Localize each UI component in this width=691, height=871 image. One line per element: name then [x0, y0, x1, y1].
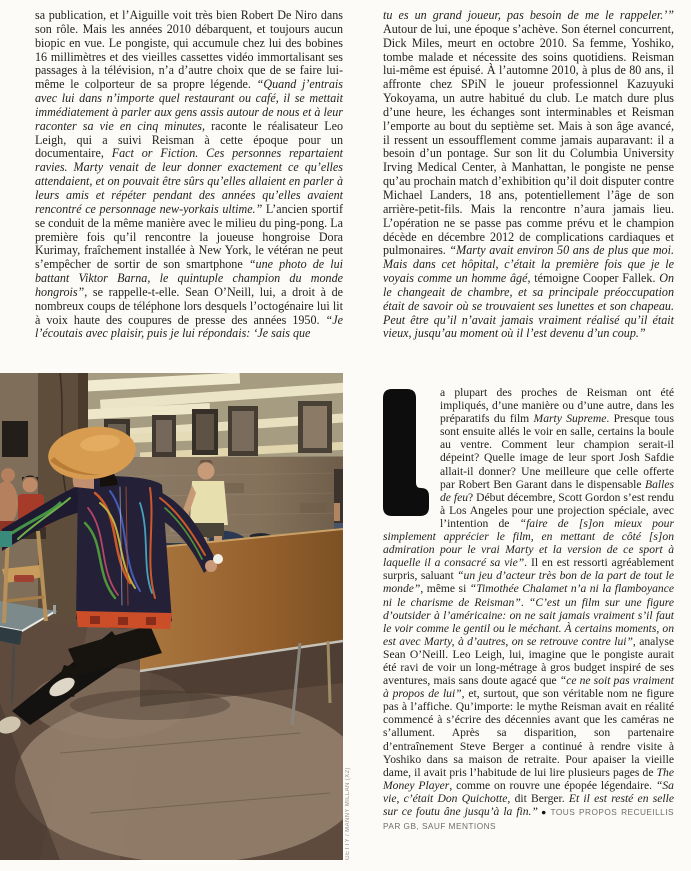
paragraph: sa publication, et l’Aiguille voit très bien Robert De Niro dans son rôle. Mais les années 2010 débarquent, et toujours aucun biopic en vue. Le pongiste, qui accumule chez lui des bobines 16 millimètres et des vieilles cassettes vidéo immortalisant ses passages à la télévision, n’a d’autre choix que de se faire lui-même le colporteur de sa propre légende. “Quand j’entrais avec lui dans n’importe quel restaurant ou café, il se mettait immédiatement à parler aux gens assis autour de nous et à leur raconter sa vie en cinq minutes, raconte le réalisateur Leo Leigh, qui a suivi Reisman à cette époque pour un documentaire, Fact or Fiction. Ces personnes repartaient ravies. Marty venait de leur donner exactement ce qu’elles attendaient, et on pouvait être sûrs qu’elles allaient en parler à leurs amis et répéter pendant des années qu’elles avaient rencontré ce personnage new-yorkais ultime.” L’ancien sportif se conduit de la même manière avec le milieu du ping-pong. La première fois qu’il rencontre la joueuse hongroise Dora Kurimay, fraîchement installée à New York, le vétéran ne peut s’empêcher de sortir de son smartphone “une photo de lui battant Viktor Barna, le quintuple champion du monde hongrois”, se rappelle-t-elle. Sean O’Neill, lui, a droit à de nombreux coups de téléphone lors desquels l’octogénaire lui lit à voix haute des coupures de presse des années 1950. “Je l’écoutais avec plaisir, puis je lui répondais: ‘Je sais que [35, 8, 343, 341]
photo-illustration [0, 373, 343, 860]
cuff [0, 531, 12, 547]
article-column-left [35, 9, 343, 341]
paragraph: tu es un grand joueur, pas besoin de me le rappeler.’” Autour de lui, une époque s’achève. Son éternel concurrent, Dick Miles, meurt en octobre 2010. Sa femme, Yoshiko, tombe malade et nécessite des soins quotidiens. Reisman lui-même est épuisé. À l’automne 2010, à plus de 80 ans, il affronte chez SPiN le joueur professionnel Kazuyuki Yokoyama, un autre habitué du club. Le match dure plus d’une heure, les échanges sont interminables et Reisman l’emporte au bout du septième set. Mais à son âge avancé, il ressent un essoufflement comme jamais auparavant: il a besoin d’un pontage. Sur son lit du Columbia University Irving Medical Center, à Manhattan, le pongiste ne pense qu’au prochain match d’exhibition qu’il doit disputer contre Michael Landers, 18 ans, potentiellement l’âge de son arrière-petit-fils. Mais la rencontre n’aura jamais lieu. L’opération ne se passe pas comme prévu et le champion décède en décembre 2012 de complications cardiaques et pulmonaires. “Marty avait environ 50 ans de plus que moi. Mais dans cet hôpital, c’était la première fois que je le voyais comme un homme âgé, témoigne Cooper Fallek. On le changeait de chambre, et sa principale préoccupation était de savoir où se trouvaient ses lunettes et son chapeau. Peut être qu’il n’avait jamais vraiment réalisé qu’il était vieux, jusqu’au moment où il l’est devenu d’un coup.” [383, 8, 674, 341]
dropcap-letter-l [383, 389, 429, 516]
article-column-right-top [383, 9, 674, 341]
photo-credit: GETTY / MANNY MILLAN (X2) [345, 767, 351, 860]
photo-ping-pong-club [0, 373, 343, 860]
paragraph: a plupart des proches de Reisman ont été impliqués, d’une manière ou d’une autre, dans les préparatifs du film Marty Supreme. Presque tous sont ensuite allés le voir en salle, certains la boule au ventre. Comment leur champion serait-il dépeint? Quelle image de leur sport Josh Safdie allait-il donner? Une meilleure que celle offerte par Robert Ben Garant dans le dispensable Balles de feu? Début décembre, Scott Gordon s’est rendu à Los Angeles pour une projection spéciale, avec l’intention de “faire de [s]on mieux pour simplement apprécier le film, en mettant de côté [s]on admiration pour le vrai Marty et la version de ce sport à laquelle il a consacré sa vie”. Il en est ressorti agréablement surpris, saluant “un jeu d’acteur très bon de la part de tout le monde”, même si “Timothée Chalamet n’a ni la flamboyance ni le charisme de Reisman”. “C’est un film sur une figure d’outsider à l’américaine: on ne sait jamais vraiment s’il faut le voir comme le gentil ou le méchant. À certains moments, on est avec Marty, à d’autres, on se retrouve contre lui”, analyse Sean O’Neill. Leo Leigh, lui, imagine que le pongiste aurait été ravi de voir un long-métrage à gros budget inspiré de ses aventures, mais sans doute agacé que “ce ne soit pas vraiment à propos de lui”, et, surtout, que son véritable nom ne figure pas à l’affiche. Qu’importe: le mythe Reisman avait en réalité commencé à s’écrire des décennies avant que les caméras ne s’allument. Après sa disparition, son partenaire d’entraînement Steve Berger a continué à rendre visite à Yoshiko dans sa maison de retraite. Pour apaiser la vieille dame, il avait pris l’habitude de lui lire plusieurs pages de The Money Player, comme on rouvre une épopée légendaire. “Sa vie, c’était Don Quichotte, dit Berger. Et il est resté en selle sur ce foutu âne jusqu’à la fin.” ● TOUS PROPOS RECUEILLIS PAR GB, SAUF MENTIONS [383, 386, 675, 832]
article-column-right-bottom [383, 386, 674, 833]
ping-pong-ball [213, 554, 223, 564]
